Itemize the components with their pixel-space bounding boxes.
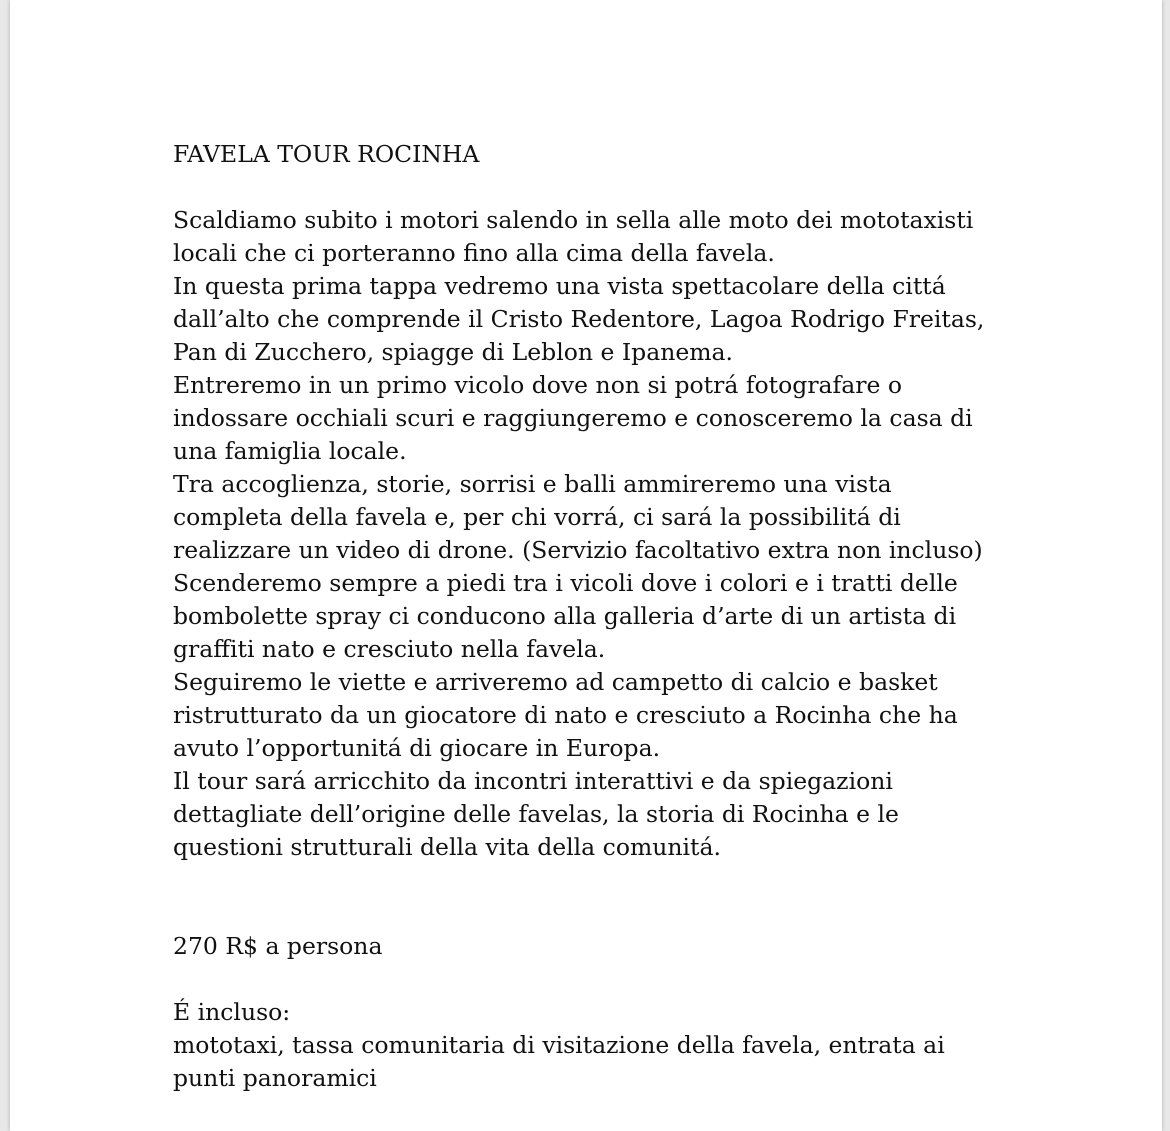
body-line: Scenderemo sempre a piedi tra i vicoli dove i colori e i tratti delle (173, 569, 958, 597)
body-line: Entreremo in un primo vicolo dove non si potrá fotografare o (173, 371, 903, 399)
body-line: completa della favela e, per chi vorrá, ci sará la possibilitá di (173, 503, 901, 531)
body-line: avuto l’opportunitá di giocare in Europa. (173, 734, 661, 762)
body-line: Pan di Zucchero, spiagge di Leblon e Ipanema. (173, 338, 734, 366)
body-line: Il tour sará arricchito da incontri interattivi e da spiegazioni (173, 767, 893, 795)
body-line: Scaldiamo subito i motori salendo in sella alle moto dei mototaxisti (173, 206, 974, 234)
document-title: FAVELA TOUR ROCINHA (173, 140, 480, 168)
document-page (10, 0, 1162, 1131)
body-line: indossare occhiali scuri e raggiungeremo e conosceremo la casa di (173, 404, 973, 432)
body-line: una famiglia locale. (173, 437, 407, 465)
included-line: punti panoramici (173, 1064, 377, 1092)
body-line: In questa prima tappa vedremo una vista spettacolare della cittá (173, 272, 946, 300)
document-text (173, 138, 1033, 1095)
body-line: dall’alto che comprende il Cristo Redentore, Lagoa Rodrigo Freitas, (173, 305, 985, 333)
body-line: ristrutturato da un giocatore di nato e cresciuto a Rocinha che ha (173, 701, 958, 729)
included-list (173, 1029, 1033, 1095)
included-heading: É incluso: (173, 998, 291, 1026)
body-line: graffiti nato e cresciuto nella favela. (173, 635, 606, 663)
body-line: locali che ci porteranno fino alla cima della favela. (173, 239, 775, 267)
tour-description (173, 204, 1033, 864)
body-line: realizzare un video di drone. (Servizio facoltativo extra non incluso) (173, 536, 983, 564)
body-line: dettagliate dell’origine delle favelas, la storia di Rocinha e le (173, 800, 899, 828)
body-line: bombolette spray ci conducono alla galleria d’arte di un artista di (173, 602, 957, 630)
body-line: questioni strutturali della vita della comunitá. (173, 833, 721, 861)
body-line: Seguiremo le viette e arriveremo ad campetto di calcio e basket (173, 668, 938, 696)
body-line: Tra accoglienza, storie, sorrisi e balli ammireremo una vista (173, 470, 892, 498)
included-line: mototaxi, tassa comunitaria di visitazione della favela, entrata ai (173, 1031, 945, 1059)
price-text: 270 R$ a persona (173, 932, 383, 960)
